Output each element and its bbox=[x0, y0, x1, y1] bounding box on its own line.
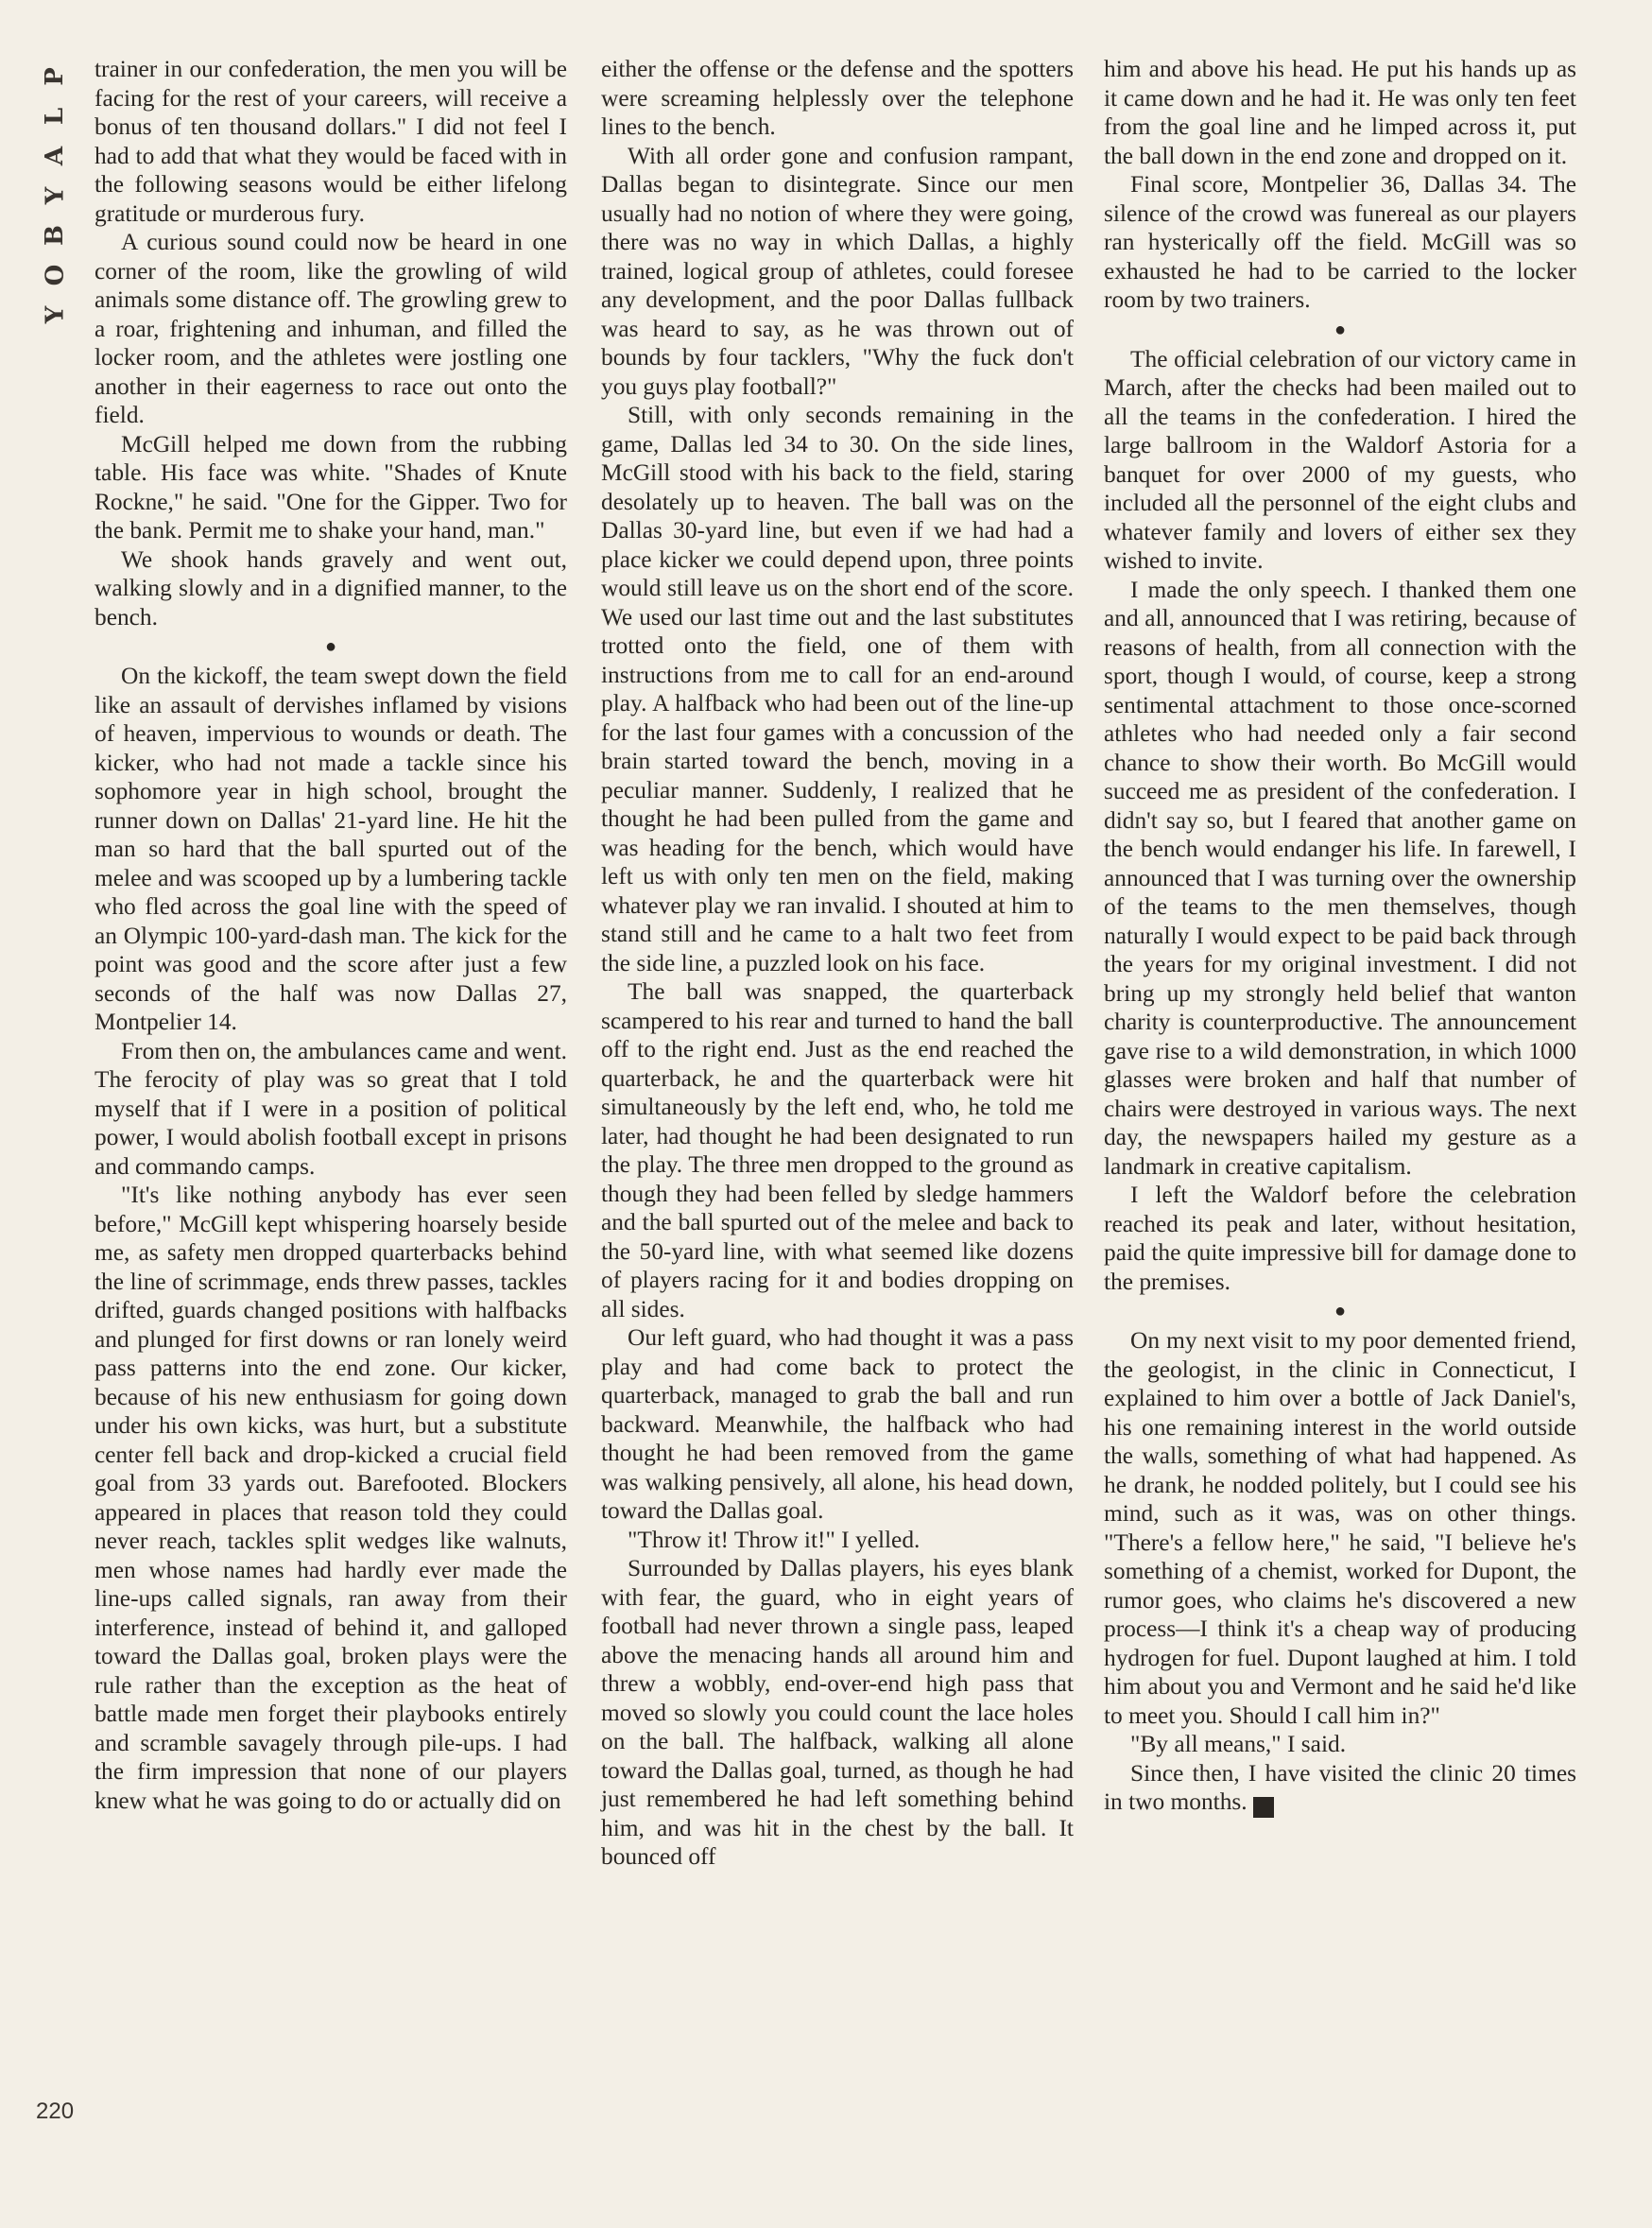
masthead-letter: B bbox=[40, 225, 69, 246]
magazine-masthead bbox=[36, 57, 74, 335]
masthead-letter: A bbox=[41, 146, 69, 166]
masthead-letter: Y bbox=[41, 305, 69, 324]
masthead-letter: Y bbox=[41, 186, 69, 205]
section-break: ● bbox=[1334, 319, 1347, 340]
paragraph: "Throw it! Throw it!" I yelled. bbox=[628, 1526, 921, 1553]
text-column-3 bbox=[1104, 55, 1576, 1818]
paragraph: The ball was snapped, the quarterback scampered to his rear and turned to hand the ball off to the right end. Just as the end reached the quarterback, he and the quarterback were hit simultaneously by the left end, who, he told me later, had thought he had been designated to run the play. The three men dropped to the ground as though they had been felled by sledge hammers and the ball spurted out of the melee and back to the 50-yard line, with what seemed like dozens of players racing for it and bodies dropping on all sides. bbox=[601, 978, 1074, 1322]
paragraph: The official celebration of our victory came in March, after the checks had been mailed out to all the teams in the confederation. I hired the large ballroom in the Waldorf Astoria for a banquet for over 2000 of my guests, who included all the personnel of the eight clubs and whatever family and lovers of either sex they wished to invite. bbox=[1104, 345, 1576, 574]
section-break: ● bbox=[1334, 1301, 1347, 1321]
masthead-letter: O bbox=[41, 264, 69, 286]
paragraph: A curious sound could now be heard in one corner of the room, like the growling of wild animals some distance off. The growling grew to a roar, frightening and inhuman, and filled the locker room, and the athletes were jostling one another in their eagerness to race out onto the field. bbox=[95, 229, 567, 428]
paragraph: him and above his head. He put his hands up as it came down and he had it. He was only ten feet from the goal line and he limped across it, put the ball down in the end zone and dropped on it. bbox=[1104, 56, 1576, 169]
page-number: 220 bbox=[36, 2098, 75, 2124]
section-break: ● bbox=[324, 636, 337, 657]
paragraph: "It's like nothing anybody has ever seen before," McGill kept whispering hoarsely beside me, as safety men dropped quarterbacks behind the line of scrimmage, ends threw passes, tackles drifted, guards changed positions with halfbacks and plunged for first downs or ran lonely weird pass patterns into the end zone. Our kicker, because of his new enthusiasm for going down under his own kicks, was hurt, but a substitute center fell back and drop-kicked a crucial field goal from 33 yards out. Barefooted. Blockers appeared in places that reason told they could never reach, tackles split wedges like walnuts, men whose names had hardly ever made the line-ups called signals, ran away from their interference, instead of behind it, and galloped toward the Dallas goal, broken plays were the rule rather than the exception as the heat of battle made men forget their playbooks entirely and scramble savagely through pile-ups. I had the firm impression that none of our players knew what he was going to do or actually did on bbox=[95, 1182, 567, 1814]
masthead-letter: L bbox=[41, 107, 69, 126]
paragraph: We shook hands gravely and went out, walking slowly and in a dignified manner, to the bench. bbox=[95, 545, 567, 630]
paragraph: either the offense or the defense and the spotters were screaming helplessly over the telephone lines to the bench. bbox=[601, 56, 1074, 140]
paragraph: Still, with only seconds remaining in the game, Dallas led 34 to 30. On the side lines, McGill stood with his back to the field, staring desolately up to heaven. The ball was on the Dallas 30-yard line, but even if we had had a place kicker we could depend upon, three points would still leave us on the short end of the score. We used our last time out and the last substitutes trotted onto the field, one of them with instructions from me to call for an end-around play. A halfback who had been out of the line-up for the last four games with a concussion of the brain started toward the bench, moving in a peculiar manner. Suddenly, I realized that he thought he had been pulled from the game and was heading for the bench, which would have left us with only ten men on the field, making whatever play we ran invalid. I shouted at him to stand still and he came to a halt two feet from the side line, a puzzled look on his face. bbox=[601, 402, 1074, 976]
paragraph: I left the Waldorf before the celebration reached its peak and later, without hesitation, paid the quite impressive bill for damage done to the premises. bbox=[1104, 1182, 1576, 1295]
paragraph: Final score, Montpelier 36, Dallas 34. The silence of the crowd was funereal as our players ran hysterically off the field. McGill was so exhausted he had to be carried to the locker room by two trainers. bbox=[1104, 171, 1576, 313]
text-column-1 bbox=[95, 55, 567, 1815]
paragraph: Since then, I have visited the clinic 20 times in two months. ♠ bbox=[1104, 1759, 1576, 1816]
end-mark-icon: ♠ bbox=[1253, 1797, 1274, 1818]
paragraph: "By all means," I said. bbox=[1130, 1731, 1347, 1757]
paragraph: Our left guard, who had thought it was a pass play and had come back to protect the quarterback, managed to grab the ball and run backward. Meanwhile, the halfback who had thought he had been removed from the game was walking pensively, all alone, his head down, toward the Dallas goal. bbox=[601, 1324, 1074, 1524]
paragraph: On the kickoff, the team swept down the field like an assault of dervishes inflamed by visions of heaven, impervious to wounds or death. The kicker, who had not made a tackle since his sophomore year in high school, brought the runner down on Dallas' 21-yard line. He hit the man so hard that the ball spurted out of the melee and was scooped up by a lumbering tackle who fled across the goal line with the speed of an Olympic 100-yard-dash man. The kick for the point was good and the score after just a few seconds of the half was now Dallas 27, Montpelier 14. bbox=[95, 663, 567, 1035]
paragraph: trainer in our confederation, the men you will be facing for the rest of your careers, will receive a bonus of ten thousand dollars." I did not feel I had to add that what they would be faced with in the following seasons would be either lifelong gratitude or murderous fury. bbox=[95, 56, 567, 227]
paragraph: With all order gone and confusion rampant, Dallas began to disintegrate. Since our men usually had no notion of where they were going, there was no way in which Dallas, a highly trained, logical group of athletes, could foresee any development, and the poor Dallas fullback was heard to say, as he was thrown out of bounds by four tacklers, "Why the fuck don't you guys play football?" bbox=[601, 142, 1074, 400]
text-column-2 bbox=[601, 55, 1074, 1872]
paragraph: From then on, the ambulances came and went. The ferocity of play was so great that I told myself that if I were in a position of political power, I would abolish football except in prisons and commando camps. bbox=[95, 1037, 567, 1180]
paragraph: I made the only speech. I thanked them one and all, announced that I was retiring, because of reasons of health, from all connection with the sport, though I would, of course, keep a strong sentimental attachment to those once-scorned athletes who had needed only a fair second chance to show their worth. Bo McGill would succeed me as president of the confederation. I didn't say so, but I feared that another game on the bench would endanger his life. In farewell, I announced that I was turning over the ownership of the teams to the men themselves, though naturally I would expect to be paid back through the years for my original investment. I did not bring up my strongly held belief that wanton charity is counterproductive. The announcement gave rise to a wild demonstration, in which 1000 glasses were broken and half that number of chairs were destroyed in various ways. The next day, the newspapers hailed my gesture as a landmark in creative capitalism. bbox=[1104, 576, 1576, 1180]
masthead-letter: P bbox=[41, 67, 69, 86]
paragraph: On my next visit to my poor demented friend, the geologist, in the clinic in Connecticut, I explained to him over a bottle of Jack Daniel's, his one remaining interest in the world outside the walls, something of what had happened. As he drank, he nodded politely, but I could see his mind, such as it was, was on other things. "There's a fellow here," he said, "I believe he's something of a chemist, worked for Dupont, the rumor goes, who claims he's discovered a new process—I think it's a cheap way of producing hydrogen for fuel. Dupont laughed at him. I told him about you and Vermont and he said he'd like to meet you. Should I call him in?" bbox=[1104, 1327, 1576, 1729]
paragraph: McGill helped me down from the rubbing table. His face was white. "Shades of Knute Rockne," he said. "One for the Gipper. Two for the bank. Permit me to shake your hand, man." bbox=[95, 430, 567, 544]
paragraph: Surrounded by Dallas players, his eyes blank with fear, the guard, who in eight years of football had never thrown a single pass, leaped above the menacing hands all around him and threw a wobbly, end-over-end high pass that moved so slowly you could count the lace holes on the ball. The halfback, walking all alone toward the Dallas goal, turned, as though he had just remembered he had left something behind him, and was hit in the chest by the ball. It bounced off bbox=[601, 1555, 1074, 1870]
